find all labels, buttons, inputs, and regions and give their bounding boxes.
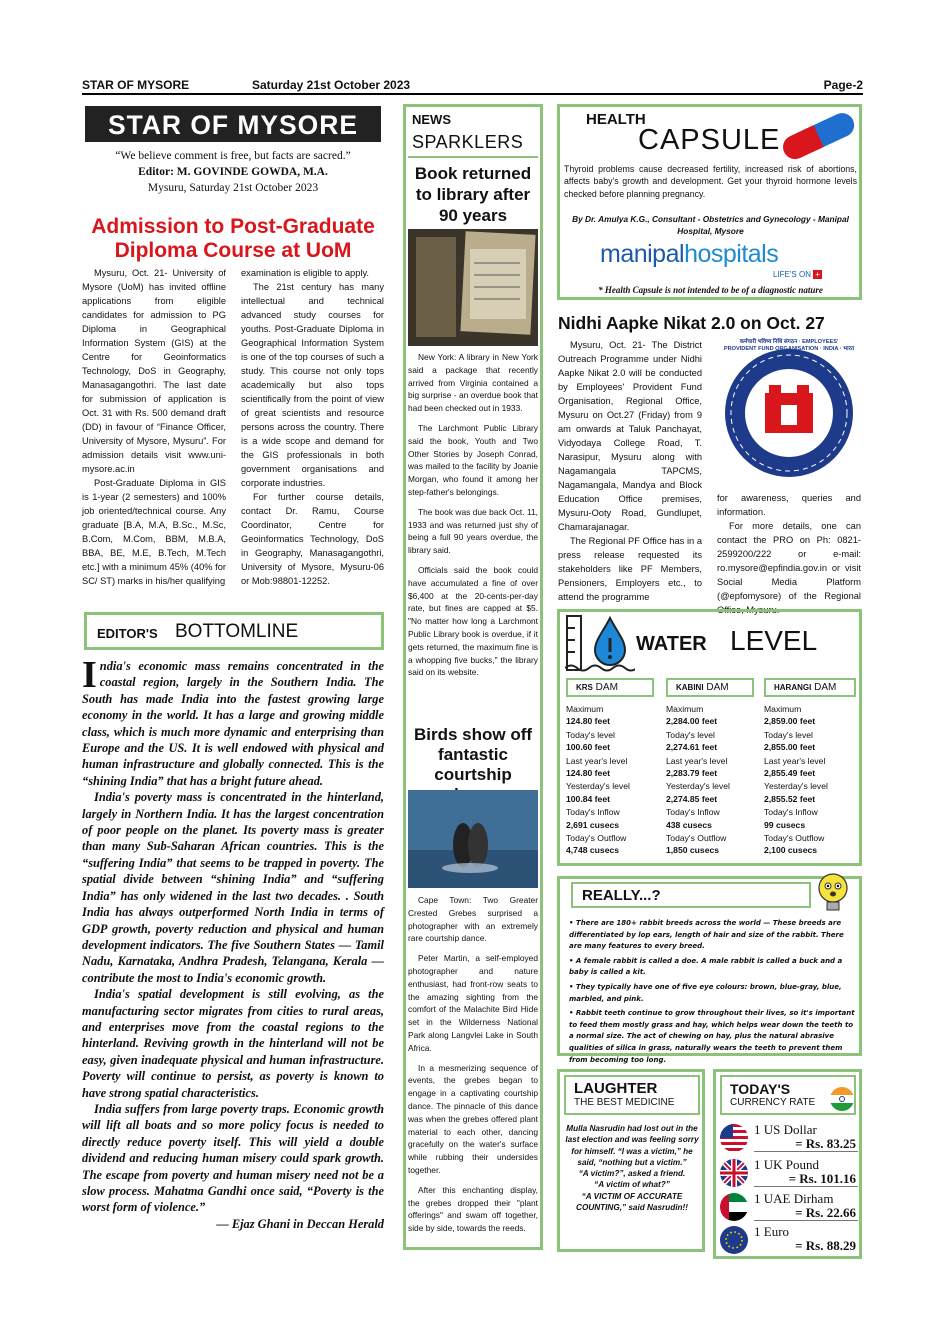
editorial-label-light: BOTTOMLINE <box>175 621 299 642</box>
admission-headline: Admission to Post-Graduate Diploma Course at UoM <box>91 215 375 262</box>
reading-row <box>666 832 762 857</box>
reading-label: Today's level <box>764 729 813 740</box>
reading-label: Today's level <box>666 729 715 740</box>
kabini-dam-readings <box>666 703 762 857</box>
currency-subtitle: CURRENCY RATE <box>730 1097 816 1108</box>
reading-label: Last year's level <box>666 755 728 766</box>
reading-row <box>566 755 662 780</box>
laughter-subtitle: THE BEST MEDICINE <box>574 1097 675 1108</box>
page-header <box>82 77 863 95</box>
manipal-tagline <box>773 270 822 279</box>
svg-text:INDIA: INDIA <box>779 448 799 455</box>
editorial-label-box <box>84 612 384 650</box>
dam-name: KABINI <box>676 683 704 692</box>
currency-divider <box>754 1186 858 1187</box>
admission-para: Mysuru, Oct. 21- University of Mysore (UoM) has invited offline applications from eligible candidates for admission to PG Diploma in Geographical Information System (GIS) at the Centre for Geoinformatics Technology, DoS in Geography, Manasagangothri. The last date for submission of application is Oct. 31 with Rs. 500 demand draft (DD) in favour of “Finance Officer, University of Mysore, Mysuru”. For admission details visit www.uni-mysore.ac.in <box>82 268 226 474</box>
currency-row <box>718 1122 858 1154</box>
currency-name: 1 UK Pound <box>754 1157 820 1172</box>
masthead-title: STAR OF MYSORE <box>85 106 381 142</box>
health-byline: By Dr. Amulya K.G., Consultant - Obstetrics and Gynecology - Manipal Hospital, Mysore <box>572 214 849 236</box>
header-page-number: Page-2 <box>823 78 863 92</box>
currency-row <box>718 1224 858 1256</box>
admission-para: Post-Graduate Diploma in GIS is 1-year (2 semesters) and 100% job oriented/technical course. Any graduate [B.A, M.A, B.Sc., M.Sc, B.Com, M.Com, BBM, M.B.A, BBA, BE, M.E, B.Tech, M.Tech etc.] with a minimum 45% (40% for SC/ ST) marks in his/her qualifying <box>82 478 226 586</box>
reading-row <box>566 806 662 831</box>
admission-col-2 <box>241 266 384 588</box>
lightbulb-face-icon <box>813 868 853 914</box>
admission-para: The 21st century has many intellectual and technical advanced study courses for youths. Post-Graduate Diploma in Geographical Information System is one of the top courses of such a study. This course not only tops academically but also tops scientifically from the point of view of great scientists and resource persons across the country. There is a wide scope and demand for the GIS professionals in both government organisations and corporate industries. <box>241 282 384 488</box>
reading-value: 4,748 cusecs <box>566 845 620 856</box>
editorial-body <box>82 654 384 1232</box>
reading-row <box>764 729 860 754</box>
health-label-light: CAPSULE <box>638 124 781 156</box>
reading-value: 2,274.61 feet <box>666 742 718 753</box>
reading-label: Last year's level <box>566 755 628 766</box>
editorial-para: India's spatial development is still evolving, as the manufacturing sector migrates from cities to rural areas, and enterprises move from the coastal regions to the hinterland. Reviving growth in the hinterland will not be easy, given inadequate physical and human infrastructure. Poverty will continue to persist, as poverty is known to have strong spatial characteristics. <box>82 987 384 1100</box>
currency-rate: = Rs. 83.25 <box>795 1136 856 1151</box>
really-item-text: Rabbit teeth continue to grow throughout their lives, so it's important to feed them mostly grass and hay, which helps wear down the teeth to a normal size. The act of chewing on hay, plus the natural abrasive qualities of silica in grass, naturally wears the teeth to prevent them from becoming too long. <box>569 1009 855 1064</box>
reading-row <box>764 755 860 780</box>
uk-flag-icon <box>720 1159 748 1187</box>
editorial-para: India suffers from large poverty traps. Economic growth will lift all boats and so more policy focus is needed to directly reduce poverty itself. This will yield a double dividend and reducing human misery could spark growth. The escape from poverty and human misery need not be a slow process. Mahatma Gandhi once said, “Poverty is the worst form of violence.” <box>82 1101 384 1215</box>
joke-line: “A victim of what?” <box>594 1180 670 1190</box>
harangi-dam-readings <box>764 703 860 857</box>
epfo-logo-text: कर्मचारी भविष्य निधि संगठन · EMPLOYEES' PROVIDENT FUND ORGANISATION · INDIA · भारत <box>723 339 855 352</box>
dam-word: DAM <box>595 682 618 693</box>
reading-row <box>666 729 762 754</box>
currency-rate: = Rs. 88.29 <box>795 1238 856 1253</box>
story1-para: The book was due back Oct. 11, 1933 and was returned just shy of being a full 90 years overdue, the library said. <box>408 506 538 556</box>
reading-value: 124.80 feet <box>566 716 610 727</box>
currency-name: 1 UAE Dirham <box>754 1191 834 1206</box>
us-flag-icon <box>720 1124 748 1152</box>
health-disclaimer: * Health Capsule is not intended to be of a diagnostic nature <box>598 285 823 295</box>
water-drop-gauge-icon <box>565 612 635 674</box>
dam-word: DAM <box>706 682 729 693</box>
currency-rate: = Rs. 101.16 <box>788 1171 856 1186</box>
reading-value: 2,283.79 feet <box>666 768 718 779</box>
reading-row <box>566 729 662 754</box>
editorial-label-bold: EDITOR'S <box>97 626 158 641</box>
reading-row <box>666 780 762 805</box>
header-paper-name: STAR OF MYSORE <box>82 78 190 92</box>
kabini-dam-tab <box>666 678 754 697</box>
nidhi-col-1 <box>558 338 702 604</box>
water-label-light: LEVEL <box>730 625 818 656</box>
laughter-header <box>564 1075 700 1115</box>
currency-divider <box>754 1220 858 1221</box>
dam-name: HARANGI <box>774 683 812 692</box>
joke-line: “A victim?”, asked a friend. <box>578 1169 686 1179</box>
editorial-byline: — Ejaz Ghani in Deccan Herald <box>216 1216 384 1231</box>
header-date: Saturday 21st October 2023 <box>252 78 411 92</box>
reading-value: 99 cusecs <box>764 819 806 830</box>
book-photo-graphic <box>408 229 538 346</box>
reading-value: 124.80 feet <box>566 768 610 779</box>
really-item-text: A female rabbit is called a doe. A male rabbit is called a buck and a baby is called a kit. <box>569 956 843 977</box>
currency-row <box>718 1191 858 1223</box>
reading-value: 2,284.00 feet <box>666 716 718 727</box>
manipal-logo-a: manipal <box>600 240 685 268</box>
admission-col-1 <box>82 266 226 588</box>
reading-row <box>764 703 860 728</box>
dam-word: DAM <box>814 682 837 693</box>
really-list <box>569 918 857 1069</box>
krs-dam-readings <box>566 703 662 857</box>
admission-para: For further course details, contact Dr. Ramu, Course Coordinator, Centre for Geoinformatics Technology, DoS in Geography, Manasagangothri, University of Mysore, Mysuru-06 or Mob:98801-12252. <box>241 492 384 586</box>
reading-label: Maximum <box>566 704 604 714</box>
currency-row <box>718 1157 858 1189</box>
currency-name: 1 Euro <box>754 1224 790 1239</box>
story1-headline: Book returned to library after 90 years <box>414 164 532 225</box>
masthead-motto: “We believe comment is free, but facts are sacred.” <box>115 150 351 162</box>
joke-line: Mulla Nasrudin had lost out in the last election and was feeling sorry for himself. “I was a victim,” he said, “nothing but a victim.” <box>565 1124 699 1167</box>
story2-body <box>408 894 538 1242</box>
nidhi-headline: Nidhi Aapke Nikat 2.0 on Oct. 27 <box>558 313 825 333</box>
reading-label: Today's Outflow <box>566 833 627 844</box>
story1-para: The Larchmont Public Library said the book, Youth and Two Other Stories by Joseph Conrad, was mailed to the facility by Joanie Morgan, who found it among her step-father's belongings. <box>408 422 538 497</box>
nidhi-col-2 <box>717 491 861 617</box>
health-tip: Thyroid problems cause decreased fertility, increased risk of abortions, affects baby's growth and development. Get your thyroid hormone levels checked before planning pregnancy. <box>564 164 857 199</box>
reading-value: 2,855.52 feet <box>764 793 816 804</box>
reading-label: Yesterday's level <box>764 781 828 792</box>
nidhi-para: for awareness, queries and information. <box>717 493 861 517</box>
grebe-photo-graphic <box>408 790 538 888</box>
reading-label: Today's Inflow <box>764 807 818 818</box>
reading-label: Yesterday's level <box>666 781 730 792</box>
reading-row <box>764 780 860 805</box>
reading-value: 100.84 feet <box>566 793 610 804</box>
reading-value: 2,859.00 feet <box>764 716 816 727</box>
health-label-bold: HEALTH <box>586 111 646 128</box>
dam-name: KRS <box>576 683 593 692</box>
story2-para: Peter Martin, a self-employed photographer and nature enthusiast, had front-row seats to the amazing sighting from the comfort of the Malachite Bird Hide set in the Wilderness National Park along Langvlei Lake in South Africa. <box>408 953 538 1053</box>
grebe-photo <box>408 790 538 888</box>
story1-body <box>408 351 538 686</box>
reading-label: Today's Inflow <box>566 807 620 818</box>
reading-label: Today's Outflow <box>764 833 825 844</box>
book-photo <box>408 229 538 346</box>
nidhi-para: For more details, one can contact the PRO on Ph: 0821-2599200/222 or e-mail: ro.mysore@epfindia.gov.in or visit Social Media Platform (@epfomysore) of the Regional Office, Mysuru. <box>717 521 861 615</box>
reading-row <box>566 780 662 805</box>
story2-para: In a mesmerizing sequence of events, the grebes began to engage in a captivating courtship dance. The pinnacle of this dance was when the grebes offered plant material to each other, dancing gracefully on the water's surface while rubbing their undersides together. <box>408 1062 538 1175</box>
news-label-bold: NEWS <box>412 112 451 127</box>
capsule-pill-icon <box>775 112 863 162</box>
reading-row <box>666 806 762 831</box>
story1-para: Officials said the book could have accumulated a fine of over $6,400 at the 20-cents-per-day rate, but fines are capped at $5. "No matter how long a Larchmont Public Library book is overdue, if it gets returned, the maximum fine is a whopping five bucks," the library said on its website. <box>408 564 538 678</box>
reading-label: Today's Outflow <box>666 833 727 844</box>
reading-value: 1,850 cusecs <box>666 845 720 856</box>
currency-rate: = Rs. 22.66 <box>795 1205 856 1220</box>
reading-value: 2,855.00 feet <box>764 742 816 753</box>
really-item-text: They typically have one of five eye colours: brown, blue-gray, blue, marbled, and pink. <box>569 982 842 1003</box>
drop-cap: I <box>82 654 97 696</box>
reading-row <box>764 806 860 831</box>
water-label-bold: WATER <box>636 633 707 655</box>
reading-row <box>566 832 662 857</box>
reading-label: Maximum <box>764 704 802 714</box>
really-item: • A female rabbit is called a doe. A male rabbit is called a buck and a baby is called a kit. <box>569 956 843 977</box>
reading-value: 100.60 feet <box>566 742 610 753</box>
harangi-dam-tab <box>764 678 856 697</box>
reading-value: 438 cusecs <box>666 819 712 830</box>
currency-divider <box>754 1151 858 1152</box>
reading-value: 2,691 cusecs <box>566 819 620 830</box>
manipal-logo-b: hospitals <box>684 240 779 268</box>
reading-label: Last year's level <box>764 755 826 766</box>
really-title: REALLY...? <box>571 882 811 908</box>
reading-label: Today's Inflow <box>666 807 720 818</box>
epfo-logo <box>717 335 861 487</box>
currency-title: TODAY'S <box>730 1081 791 1097</box>
krs-dam-tab <box>566 678 654 697</box>
laughter-title: LAUGHTER <box>574 1080 658 1097</box>
reading-value: 2,855.49 feet <box>764 768 816 779</box>
really-item: • Rabbit teeth continue to grow throughout their lives, so it's important to feed them mostly grass and hay, which helps wear down the teeth to a normal size. The act of chewing on hay, plus the natural abrasive qualities of silica in grass, naturally wears the teeth to prevent them from becoming too long. <box>569 1009 855 1064</box>
joke-line: “A VICTIM OF ACCURATE COUNTING,” said Nasrudin!! <box>576 1191 688 1213</box>
reading-value: 2,274.85 feet <box>666 793 718 804</box>
currency-name: 1 US Dollar <box>754 1122 817 1137</box>
uae-flag-icon <box>720 1193 748 1221</box>
masthead-info <box>82 148 384 196</box>
laughter-joke <box>564 1123 700 1213</box>
story2-para: Cape Town: Two Greater Crested Grebes surprised a photographer with an extremely rare courtship dance. <box>408 895 538 944</box>
manipal-logo <box>600 240 778 269</box>
editorial-para <box>82 654 384 789</box>
tagline-text: LIFE'S ON <box>773 270 811 279</box>
india-flag-icon <box>829 1086 855 1112</box>
masthead-dateline: Mysuru, Saturday 21st October 2023 <box>147 182 319 194</box>
reading-label: Yesterday's level <box>566 781 630 792</box>
epfo-logo-graphic <box>717 335 861 487</box>
story2-para: After this enchanting display, the grebes dropped their "plant offerings" and swam off together, side by side, towards the reeds. <box>408 1184 538 1234</box>
story1-para: New York: A library in New York said a package that recently arrived from Virginia contained a big surprise - an overdue book that had been checked out in 1933. <box>408 352 538 414</box>
really-item-text: There are 180+ rabbit breeds across the world — These breeds are differentiated by lop ears, length of hair and size of the rabbit. There are many features to every breed. <box>569 919 844 951</box>
masthead-editor: Editor: M. GOVINDE GOWDA, M.A. <box>138 166 328 178</box>
reading-row <box>666 703 762 728</box>
really-item: • There are 180+ rabbit breeds across the world — These breeds are differentiated by lop ears, length of hair and size of the rabbit. There are many features to every breed. <box>569 919 844 951</box>
news-label-light: SPARKLERS <box>412 132 524 152</box>
news-divider <box>408 156 538 158</box>
editorial-para-text: ndia's economic mass remains concentrated in the coastal region, largely in the Southern India. The South has made India into the fastest growing large economy in the world. It has a large and growing middle class, which is much more dynamic and enterprising than Europe and the US. It is well endowed with physical and human infrastructure and globally connected. This is the “shining India” that has a bright future ahead. <box>82 659 384 788</box>
plus-icon: + <box>813 270 822 279</box>
reading-label: Today's level <box>566 729 615 740</box>
nidhi-para: The Regional PF Office has in a press release requested its stakeholders like PF Members, Pensioners, Employers etc., to attend the programme <box>558 536 702 602</box>
eu-flag-icon <box>720 1226 748 1254</box>
editorial-para: India's poverty mass is concentrated in the hinterland, largely in Northern India. It has the largest concentration of poor people on the planet. Its poverty mass is greater than many Sub-Saharan African countries. This is the “suffering India” that seems to be trapped in poverty. The spatial divide between “shining India” and “suffering India” has only widened in the last two decades. . South India has always outperformed North India in terms of GDP growth, poverty reduction and physical and human development indicators. The five Southern States — Tamil Nadu, Karnataka, Andhra Pradesh, Telangana, Kerala — contribute the most to India's economic growth. <box>82 790 384 985</box>
reading-row <box>666 755 762 780</box>
really-item: • They typically have one of five eye colours: brown, blue-gray, blue, marbled, and pink. <box>569 982 842 1003</box>
story2-headline: Birds show off fantastic courtship <box>413 725 533 784</box>
nidhi-para: Mysuru, Oct. 21- The District Outreach Programme under Nidhi Aapke Nikat 2.0 will be conducted by Employees' Provident Fund Organisation, Regional Office, Mysuru on Oct.27 (Friday) from 9 am onwards at Taluk Panchayat, Vidyodaya College Road, T. Narasipur, Mysuru along with Nagamangala TAPCMS, Nagamangala, Mandya and Block Education Office premises, Mysuru-Ooty Road, Gundlupet, Chamarajanagar. <box>558 340 702 532</box>
reading-value: 2,100 cusecs <box>764 845 818 856</box>
reading-row <box>566 703 662 728</box>
admission-para: examination is eligible to apply. <box>241 268 369 278</box>
reading-label: Maximum <box>666 704 704 714</box>
reading-row <box>764 832 860 857</box>
